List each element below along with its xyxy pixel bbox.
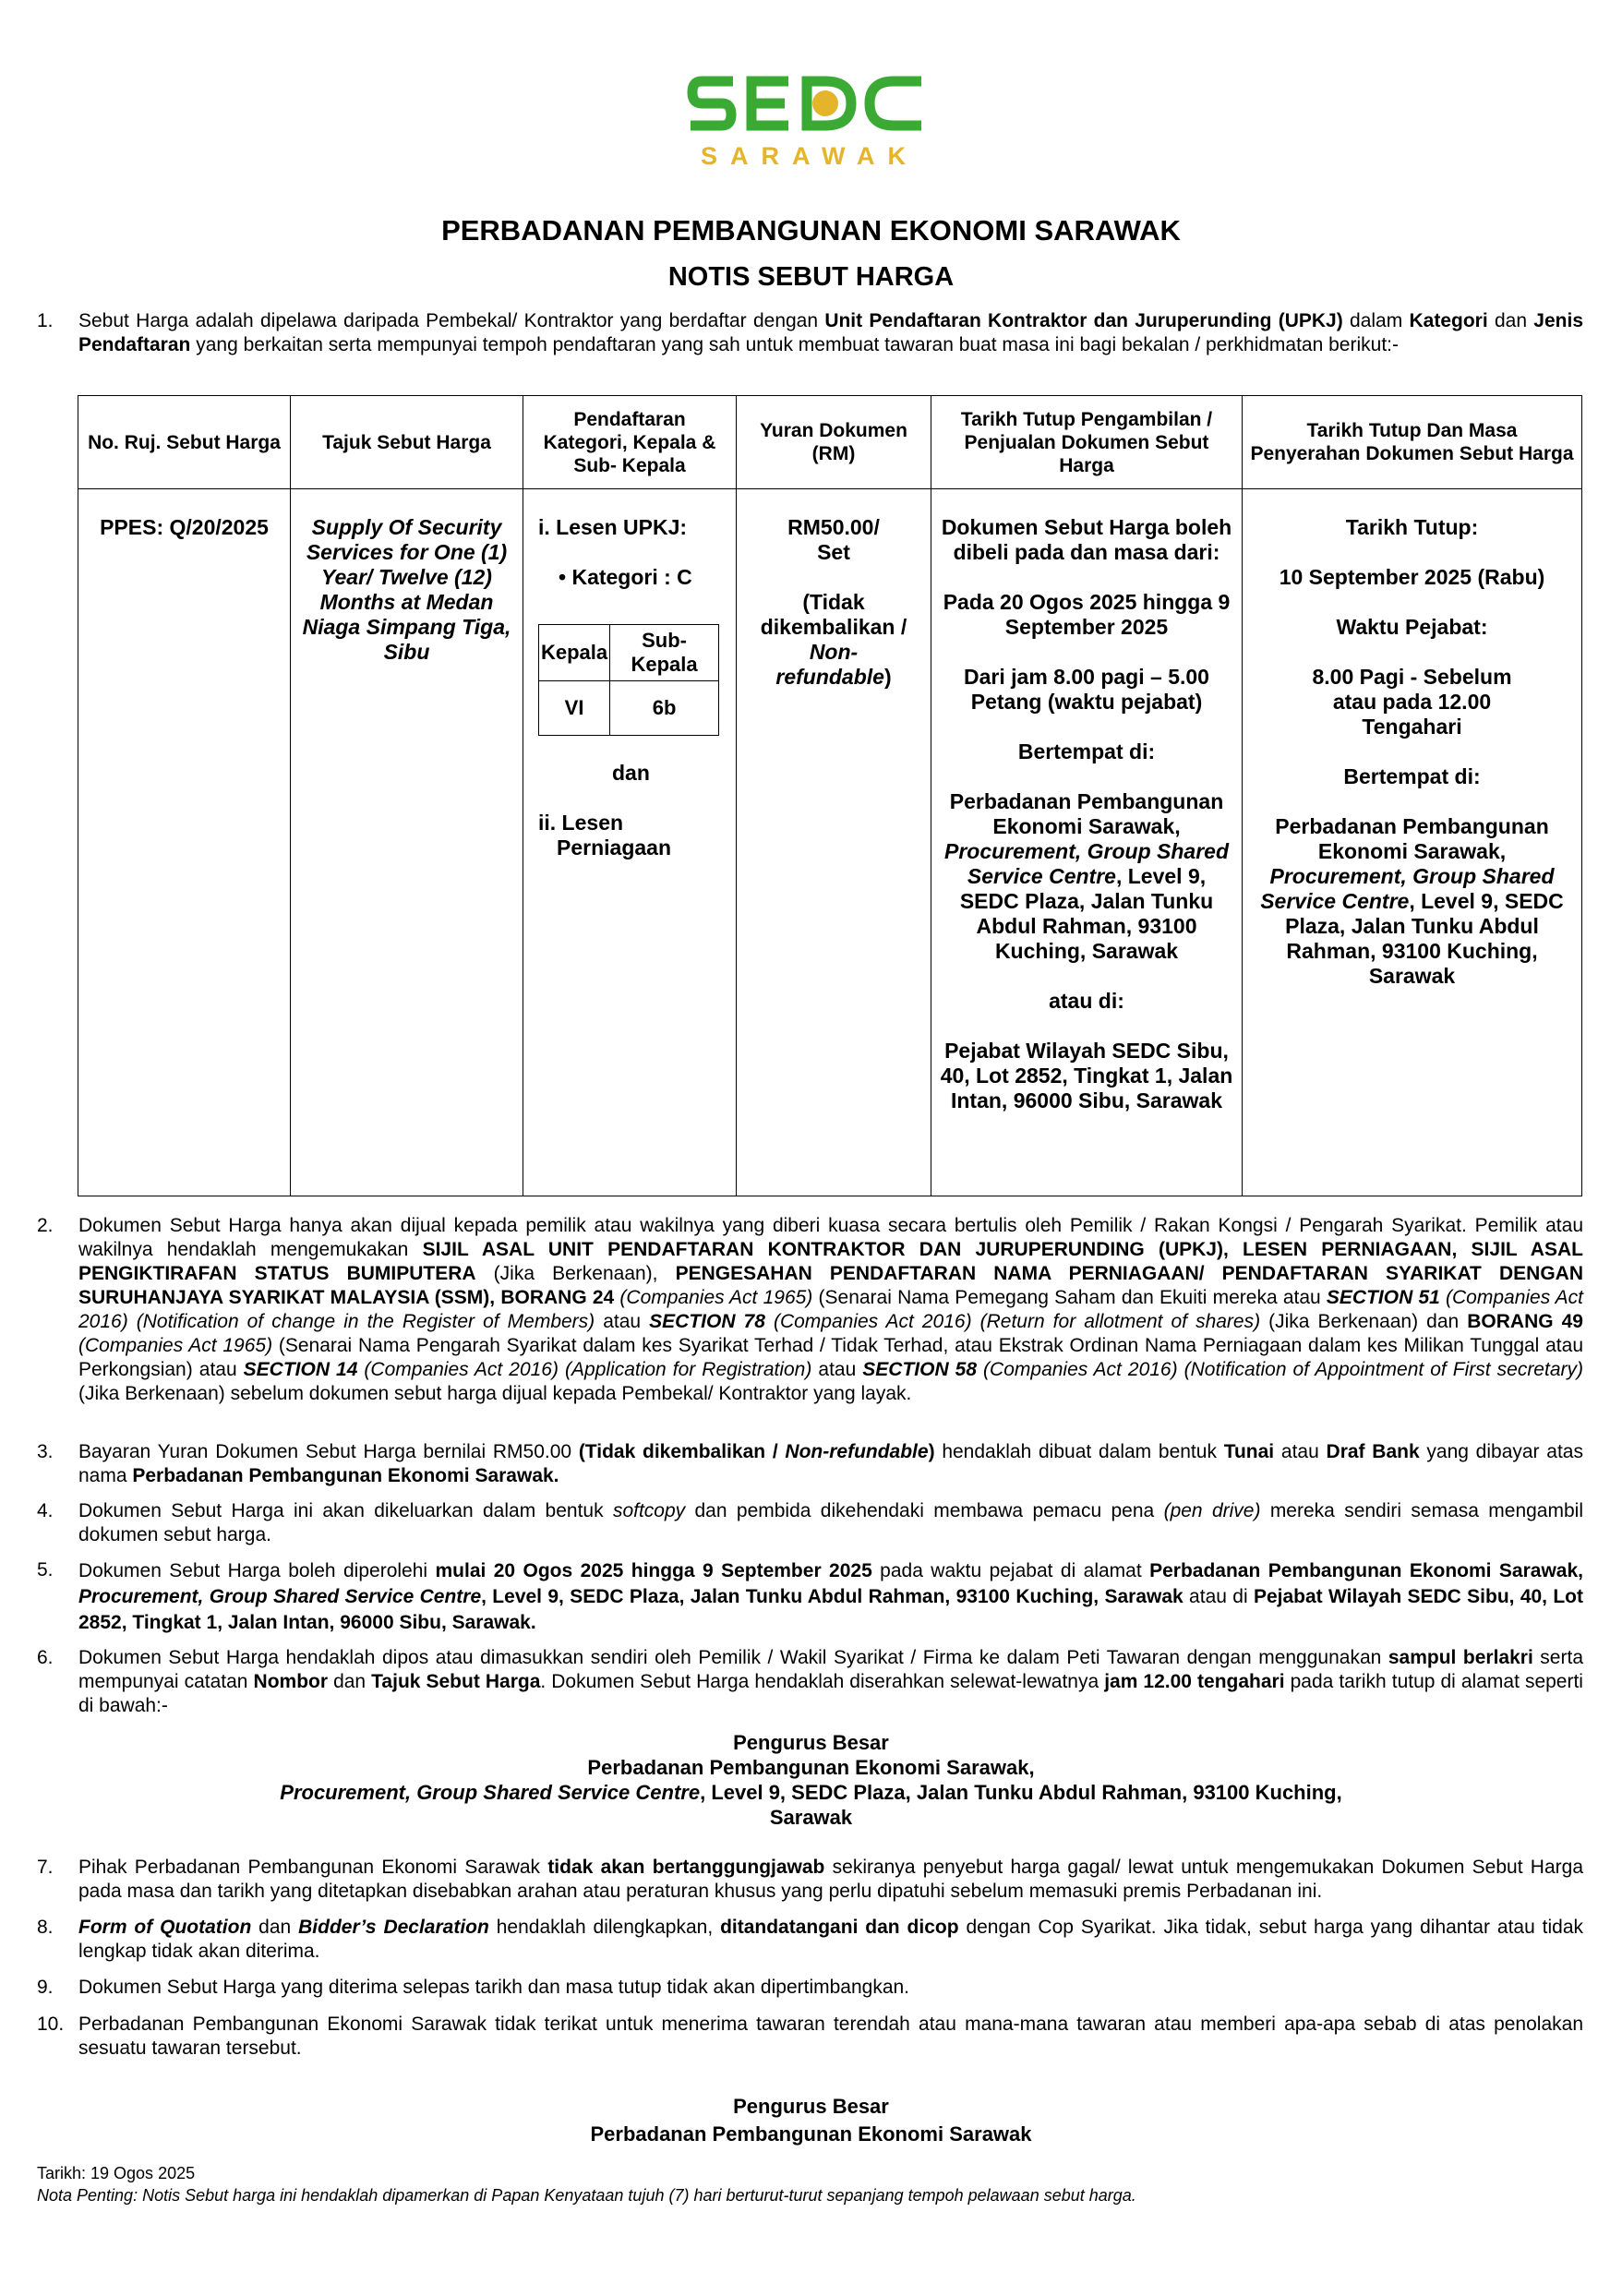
header-pendaftaran: Pendaftaran Kategori, Kepala & Sub- Kepala bbox=[523, 396, 737, 489]
cell-ref: PPES: Q/20/2025 bbox=[78, 489, 291, 1196]
cell-pendaftaran: i. Lesen UPKJ: • Kategori : C Kepala Sub-Kepala VI 6b dan ii. Lesen Perniagaan bbox=[523, 489, 737, 1196]
cell-penyerahan: Tarikh Tutup: 10 September 2025 (Rabu) Waktu Pejabat: 8.00 Pagi - Sebelum atau pada 12.00 Tengahari Bertempat di: Perbadanan Pembangunan Ekonomi Sarawak, Procurement, Group Shared Service Centre, Level 9, SEDC Plaza, Jalan Tunku Abdul Rahman, 93100 Kuching, Sarawak bbox=[1243, 489, 1582, 1196]
paragraph-8: Form of Quotation dan Bidder’s Declaration hendaklah dilengkapkan, ditandatangani dan dicop dengan Cop Syarikat. Jika tidak, sebut harga yang dihantar atau tidak lengkap tidak akan diterima. bbox=[78, 1917, 1584, 1962]
paragraph-1: Sebut Harga adalah dipelawa daripada Pembekal/ Kontraktor yang berdaftar dengan Unit Pendaftaran Kontraktor dan Juruperunding (UPKJ) dalam Kategori dan Jenis Pendaftaran yang berkaitan serta mempunyai tempoh pendaftaran yang sah untuk membuat tawaran buat masa ini bagi bekalan / perkhidmatan berikut:- bbox=[78, 310, 1583, 355]
header-yuran: Yuran Dokumen (RM) bbox=[737, 396, 931, 489]
item-number: 2. bbox=[37, 1215, 54, 1236]
issue-date: Tarikh: 19 Ogos 2025 bbox=[37, 2164, 196, 2182]
delivery-address: Pengurus Besar Perbadanan Pembangunan Ekonomi Sarawak, Procurement, Group Shared Service Centre, Level 9, SEDC Plaza, Jalan Tunku Abdul Rahman, 93100 Kuching, Sarawak bbox=[280, 1731, 1342, 1829]
paragraph-7: Pihak Perbadanan Pembangunan Ekonomi Sarawak tidak akan bertanggungjawab sekiranya penyebut harga gagal/ lewat untuk mengemukakan Dokumen Sebut Harga pada masa dan tarikh yang ditetapkan disebabkan arahan atau peraturan khusus yang perlu dipatuhi sebelum memasuki premis Perbadanan ini. bbox=[78, 1857, 1583, 1902]
quotation-table bbox=[78, 395, 1582, 1196]
cell-yuran: RM50.00/ Set (Tidak dikembalikan / Non- refundable) bbox=[737, 489, 931, 1196]
item-number: 4. bbox=[37, 1500, 54, 1521]
item-number: 7. bbox=[37, 1857, 54, 1878]
paragraph-3: Bayaran Yuran Dokumen Sebut Harga bernilai RM50.00 (Tidak dikembalikan / Non-refundable) hendaklah dibuat dalam bentuk Tunai atau Draf Bank yang dibayar atas nama Perbadanan Pembangunan Ekonomi Sarawak. bbox=[78, 1441, 1583, 1486]
header-penjualan: Tarikh Tutup Pengambilan / Penjualan Dokumen Sebut Harga bbox=[931, 396, 1243, 489]
svg-text:SARAWAK: SARAWAK bbox=[700, 142, 919, 170]
item-number: 6. bbox=[37, 1647, 54, 1668]
item-number: 1. bbox=[37, 310, 54, 331]
signature-block: Pengurus Besar Perbadanan Pembangunan Ekonomi Sarawak bbox=[590, 2095, 1032, 2146]
header-ref: No. Ruj. Sebut Harga bbox=[78, 396, 291, 489]
paragraph-5: Dokumen Sebut Harga boleh diperolehi mulai 20 Ogos 2025 hingga 9 September 2025 pada waktu pejabat di alamat Perbadanan Pembangunan Ekonomi Sarawak, Procurement, Group Shared Service Centre, Level 9, SEDC Plaza, Jalan Tunku Abdul Rahman, 93100 Kuching, Sarawak atau di Pejabat Wilayah SEDC Sibu, 40, Lot 2852, Tingkat 1, Jalan Intan, 96000 Sibu, Sarawak. bbox=[78, 1560, 1583, 1633]
header-tajuk: Tajuk Sebut Harga bbox=[291, 396, 523, 489]
cell-tajuk: Supply Of Security Services for One (1) Year/ Twelve (12) Months at Medan Niaga Simpang Tiga, Sibu bbox=[291, 489, 523, 1196]
header-penyerahan: Tarikh Tutup Dan Masa Penyerahan Dokumen Sebut Harga bbox=[1243, 396, 1582, 489]
kepala-table: Kepala Sub-Kepala VI 6b bbox=[538, 624, 719, 736]
important-note: Nota Penting: Notis Sebut harga ini hendaklah dipamerkan di Papan Kenyataan tujuh (7) hari berturut-turut sepanjang tempoh pelawaan sebut harga. bbox=[37, 2186, 1136, 2205]
page-subtitle: NOTIS SEBUT HARGA bbox=[667, 262, 955, 292]
item-number: 10. bbox=[37, 2014, 65, 2035]
cell-penjualan: Dokumen Sebut Harga boleh dibeli pada dan masa dari: Pada 20 Ogos 2025 hingga 9 September 2025 Dari jam 8.00 pagi – 5.00 Petang (waktu pejabat) Bertempat di: Perbadanan Pembangunan Ekonomi Sarawak, Procurement, Group Shared Service Centre, Level 9, SEDC Plaza, Jalan Tunku Abdul Rahman, 93100 Kuching, Sarawak atau di: Pejabat Wilayah SEDC Sibu, 40, Lot 2852, Tingkat 1, Jalan Intan, 96000 Sibu, Sarawak bbox=[931, 489, 1243, 1196]
page-title: PERBADANAN PEMBANGUNAN EKONOMI SARAWAK bbox=[441, 214, 1181, 246]
sedc-logo bbox=[685, 65, 934, 171]
item-number: 3. bbox=[37, 1441, 54, 1462]
item-number: 9. bbox=[37, 1977, 54, 1998]
item-number: 8. bbox=[37, 1917, 54, 1938]
paragraph-2: Dokumen Sebut Harga hanya akan dijual kepada pemilik atau wakilnya yang diberi kuasa secara bertulis oleh Pemilik / Rakan Kongsi / Pengarah Syarikat. Pemilik atau wakilnya hendaklah mengemukakan SIJIL ASAL UNIT PENDAFTARAN KONTRAKTOR DAN JURUPERUNDING (UPKJ), LESEN PERNIAGAAN, SIJIL ASAL PENGIKTIRAFAN STATUS BUMIPUTERA (Jika Berkenaan), PENGESAHAN PENDAFTARAN NAMA PERNIAGAAN/ PENDAFTARAN SYARIKAT DENGAN SURUHANJAYA SYARIKAT MALAYSIA (SSM), BORANG 24 (Companies Act 1965) (Senarai Nama Pemegang Saham dan Ekuiti mereka atau SECTION 51 (Companies Act 2016) (Notification of change in the Register of Members) atau SECTION 78 (Companies Act 2016) (Return for allotment of shares) (Jika Berkenaan) dan BORANG 49 (Companies Act 1965) (Senarai Nama Pengarah Syarikat dalam kes Syarikat Terhad / Tidak Terhad, atau Ekstrak Ordinan Nama Perniagaan dalam kes Milikan Tunggal atau Perkongsian) atau SECTION 14 (Companies Act 2016) (Application for Registration) atau SECTION 58 (Companies Act 2016) (Notification of Appointment of First secretary) (Jika Berkenaan) sebelum dokumen sebut harga dijual kepada Pembekal/ Kontraktor yang layak. bbox=[78, 1215, 1584, 1404]
paragraph-9: Dokumen Sebut Harga yang diterima selepas tarikh dan masa tutup tidak akan dipertimbangkan. bbox=[78, 1977, 910, 1998]
paragraph-4: Dokumen Sebut Harga ini akan dikeluarkan dalam bentuk softcopy dan pembida dikehendaki membawa pemacu pena (pen drive) mereka sendiri semasa mengambil dokumen sebut harga. bbox=[78, 1500, 1583, 1545]
item-number: 5. bbox=[37, 1559, 54, 1581]
paragraph-10: Perbadanan Pembangunan Ekonomi Sarawak tidak terikat untuk menerima tawaran terendah atau mana-mana tawaran atau memberi apa-apa sebab di atas penolakan sesuatu tawaran tersebut. bbox=[78, 2014, 1583, 2059]
paragraph-6: Dokumen Sebut Harga hendaklah dipos atau dimasukkan sendiri oleh Pemilik / Wakil Syarikat / Firma ke dalam Peti Tawaran dengan menggunakan sampul berlakri serta mempunyai catatan Nombor dan Tajuk Sebut Harga. Dokumen Sebut Harga hendaklah diserahkan selewat-lewatnya jam 12.00 tengahari pada tarikh tutup di alamat seperti di bawah:- bbox=[78, 1647, 1583, 1716]
